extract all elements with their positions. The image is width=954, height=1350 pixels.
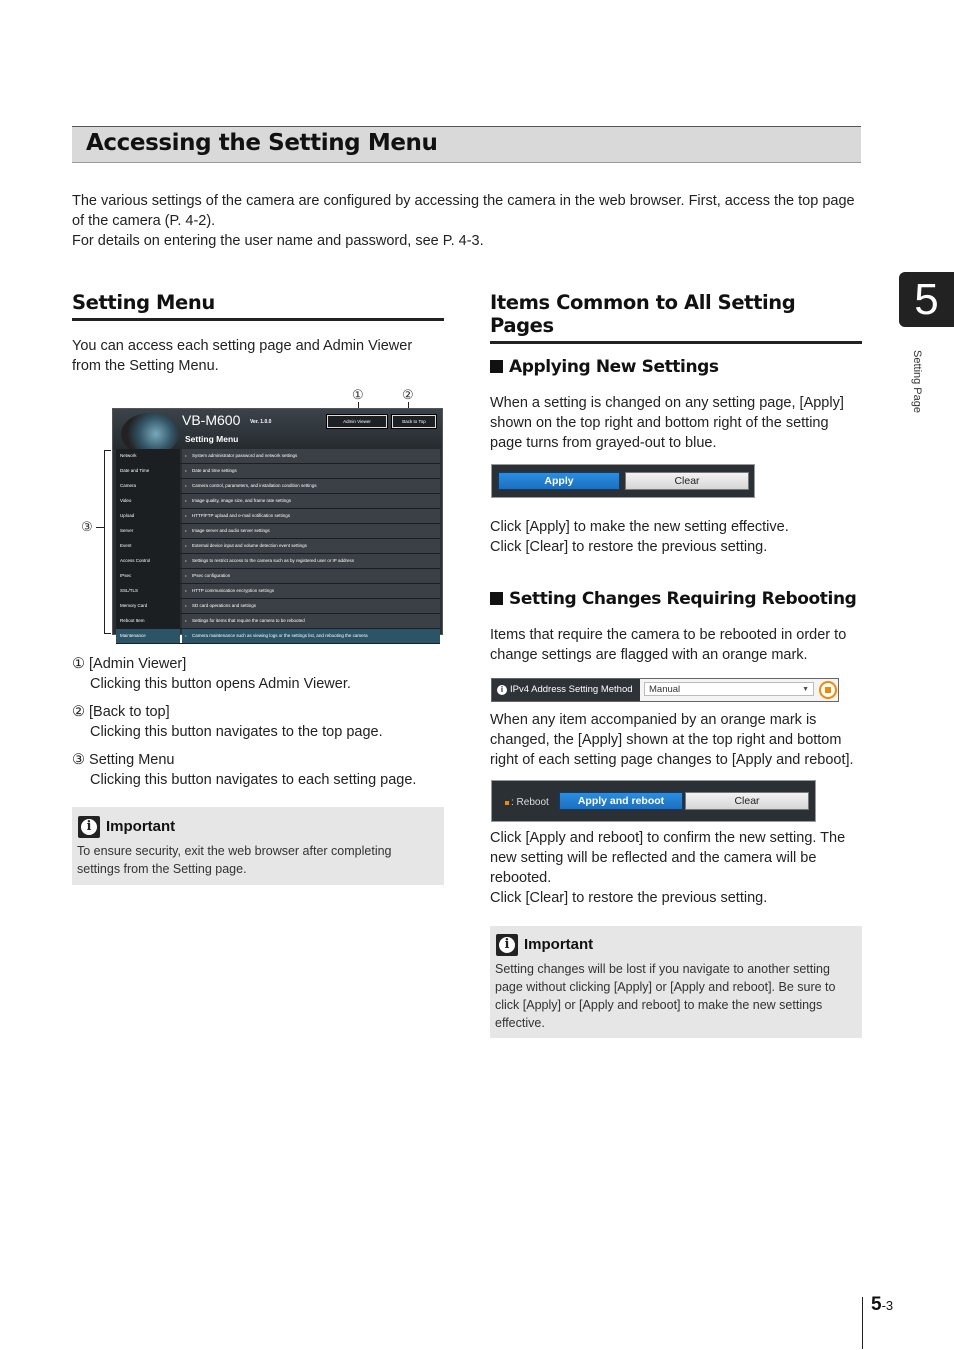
ipv4-method-select[interactable] [644, 682, 814, 696]
apply-reboot-panel [491, 780, 816, 822]
menu-item-desc: ▸ Camera control, parameters, and installation condition settings [182, 479, 440, 493]
setting-menu-item[interactable] [116, 599, 440, 614]
apply-clear-panel [491, 464, 755, 498]
setting-menu-item[interactable] [116, 584, 440, 599]
orange-reboot-mark-icon [819, 681, 837, 699]
reboot-legend: : Reboot [511, 797, 549, 808]
callout-item [72, 654, 444, 694]
intro-line: You can access each setting page and Admin Viewer [72, 338, 413, 354]
menu-item-desc: ▸ HTTP communication encryption settings [182, 584, 440, 598]
important-title: Important [524, 936, 594, 953]
apply-and-reboot-button[interactable]: Apply and reboot [559, 792, 683, 810]
important-line: page without clicking [Apply] or [Apply and reboot]. Be sure to [495, 980, 836, 994]
text-line: When any item accompanied by an orange mark is [490, 712, 817, 728]
menu-item-desc: ▸ HTTP/FTP upload and e-mail notification settings [182, 509, 440, 523]
callout-items [72, 654, 444, 790]
text-line: Items that require the camera to be rebooted in order to [490, 627, 847, 643]
back-to-top-button[interactable]: Back to Top [392, 415, 436, 428]
important-line: effective. [495, 1016, 545, 1030]
side-label [911, 350, 941, 430]
menu-item-name: Camera [116, 479, 180, 493]
important-line: Setting changes will be lost if you navigate to another setting [495, 962, 830, 976]
setting-menu-item[interactable] [116, 614, 440, 629]
important-text [495, 960, 859, 1032]
setting-menu-heading: Setting Menu [72, 291, 444, 321]
page-number [871, 1294, 893, 1316]
important-icon [78, 816, 100, 838]
menu-item-desc: ▸ Settings to restrict access to the camera such as by registered user or IP address [182, 554, 440, 568]
item-number: ① [72, 656, 85, 672]
menu-item-name: Reboot Item [116, 614, 180, 628]
info-icon: i [497, 685, 507, 695]
menu-item-name: Network [116, 449, 180, 463]
important-line: settings from the Setting page. [77, 862, 247, 876]
text-line: right of each setting page changes to [Apply and reboot]. [490, 752, 854, 768]
page-title: Accessing the Setting Menu [86, 130, 438, 156]
item-desc: Clicking this button navigates to each setting page. [90, 772, 417, 788]
setting-menu-item[interactable] [116, 524, 440, 539]
menu-item-name: Memory Card [116, 599, 180, 613]
page-chapter: 5 [871, 1294, 882, 1315]
menu-item-name: SSL/TLS [116, 584, 180, 598]
text-line: Click [Apply] to make the new setting effective. [490, 519, 789, 535]
apply-button[interactable]: Apply [498, 472, 620, 490]
menu-item-desc: ▸ Image server and audio server settings [182, 524, 440, 538]
callout-1: ① [352, 387, 364, 402]
ipv4-label-text: IPv4 Address Setting Method [510, 684, 633, 695]
setting-menu-item[interactable] [116, 449, 440, 464]
menu-item-desc: ▸ Date and time settings [182, 464, 440, 478]
page-number-rule [862, 1297, 863, 1349]
common-items-heading: Items Common to All Setting Pages [490, 291, 862, 344]
setting-menu-item[interactable] [116, 464, 440, 479]
menu-item-name: IPsec [116, 569, 180, 583]
intro-line: The various settings of the camera are configured by accessing the camera in the web browser. First, access the top page [72, 193, 855, 209]
chevron-down-icon: ▼ [802, 686, 809, 693]
menu-item-name: Video [116, 494, 180, 508]
setting-menu-item[interactable] [116, 509, 440, 524]
text-line: changed, the [Apply] shown at the top right and bottom [490, 732, 842, 748]
square-bullet-icon [490, 592, 503, 605]
item-number: ② [72, 704, 85, 720]
select-value: Manual [649, 684, 681, 695]
important-icon [496, 934, 518, 956]
text-line: When a setting is changed on any setting page, [Apply] [490, 395, 844, 411]
reboot-heading [490, 589, 856, 609]
item-desc: Clicking this button navigates to the top page. [90, 724, 383, 740]
clear-button[interactable]: Clear [625, 472, 749, 490]
ipv4-label [492, 679, 640, 701]
setting-menu-list [116, 449, 440, 644]
setting-menu-intro [72, 336, 444, 376]
menu-item-desc: ▸ System administrator password and network settings [182, 449, 440, 463]
item-desc: Clicking this button opens Admin Viewer. [90, 676, 351, 692]
callout-item [72, 750, 444, 790]
admin-viewer-button[interactable]: Admin Viewer [327, 415, 387, 428]
section-title-bar [72, 126, 861, 163]
setting-menu-item[interactable] [116, 479, 440, 494]
intro-line: of the camera (P. 4-2). [72, 213, 216, 229]
menu-item-desc: ▸ Camera maintenance such as viewing logs or the settings list, and rebooting the camera [182, 629, 440, 643]
chapter-tab: 5 [899, 272, 954, 327]
intro-line: from the Setting Menu. [72, 358, 219, 374]
intro-line: For details on entering the user name and password, see P. 4-3. [72, 233, 484, 249]
setting-menu-item[interactable] [116, 494, 440, 509]
callout-3: ③ [81, 519, 93, 534]
menu-item-desc: ▸ IPsec configuration [182, 569, 440, 583]
version-label: Ver. 1.0.0 [250, 419, 272, 425]
subheading-text: Setting Changes Requiring Rebooting [509, 589, 857, 609]
subheading-text: Applying New Settings [509, 357, 719, 377]
text-line: Click [Apply and reboot] to confirm the new setting. The [490, 830, 846, 846]
menu-item-name: Maintenance [116, 629, 180, 643]
menu-item-desc: ▸ Settings for items that require the camera to be rebooted [182, 614, 440, 628]
text-line: Click [Clear] to restore the previous setting. [490, 539, 768, 555]
menu-item-name: Date and Time [116, 464, 180, 478]
orange-mark-icon [505, 801, 509, 805]
ipv4-setting-row [491, 678, 839, 702]
side-label-text: Setting Page [911, 350, 923, 413]
important-box-right [490, 926, 862, 1038]
callout-item [72, 702, 444, 742]
text-line: change settings are flagged with an orange mark. [490, 647, 808, 663]
menu-item-desc: ▸ SD card operations and settings [182, 599, 440, 613]
important-line: click [Apply] or [Apply and reboot] to make the new settings [495, 998, 823, 1012]
item-title: [Admin Viewer] [89, 656, 187, 672]
menu-banner [113, 409, 442, 449]
clear-button[interactable]: Clear [685, 792, 809, 810]
text-line: new setting will be reflected and the camera will be [490, 850, 817, 866]
callout-3-line [96, 527, 104, 528]
item-title: [Back to top] [89, 704, 170, 720]
menu-item-name: Access Control [116, 554, 180, 568]
setting-menu-screenshot [112, 408, 443, 638]
apply-after-text [490, 517, 862, 557]
item-number: ③ [72, 752, 85, 768]
menu-item-name: Server [116, 524, 180, 538]
text-line: rebooted. [490, 870, 552, 886]
setting-menu-item[interactable] [116, 569, 440, 584]
reboot-after-text [490, 828, 862, 908]
text-line: Click [Clear] to restore the previous setting. [490, 890, 768, 906]
model-name: VB-M600 [182, 412, 241, 428]
setting-menu-item[interactable] [116, 539, 440, 554]
text-line: page turns from grayed-out to blue. [490, 435, 717, 451]
menu-item-desc: ▸ Image quality, image size, and frame rate settings [182, 494, 440, 508]
menu-item-name: Upload [116, 509, 180, 523]
menu-item-desc: ▸ External device input and volume detection event settings [182, 539, 440, 553]
item-title: Setting Menu [89, 752, 175, 768]
setting-menu-item[interactable] [116, 554, 440, 569]
menu-title: Setting Menu [185, 434, 239, 444]
important-title: Important [106, 818, 176, 835]
callout-3-bracket [104, 450, 111, 634]
menu-item-name: Event [116, 539, 180, 553]
text-line: shown on the top right and bottom right of the setting [490, 415, 829, 431]
important-box-left [72, 807, 444, 885]
applying-new-settings-heading [490, 357, 719, 377]
important-line: To ensure security, exit the web browser after completing [77, 844, 392, 858]
applying-text [490, 393, 862, 453]
callout-2: ② [402, 387, 414, 402]
important-text [77, 842, 439, 878]
reboot-text [490, 625, 862, 665]
reboot-text-2 [490, 710, 862, 770]
intro-text [72, 191, 872, 251]
square-bullet-icon [490, 360, 503, 373]
setting-menu-item[interactable] [116, 629, 440, 644]
page-index: -3 [881, 1298, 894, 1313]
